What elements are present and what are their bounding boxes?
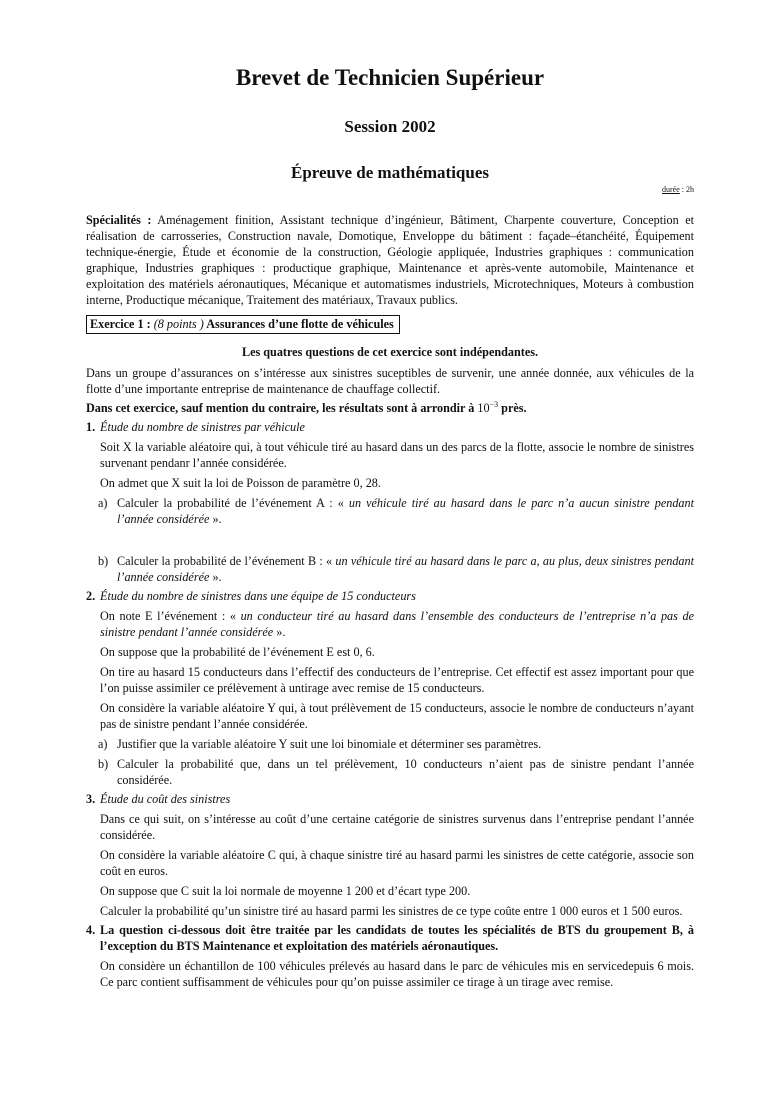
q1-item-a-label: a) (98, 496, 108, 510)
rounding-base: 10 (477, 401, 490, 415)
q1-a-event: un véhicule tiré au hasard dans le parc n’a aucun sinistre pendant l’année considérée (117, 496, 694, 526)
specialites-label: Spécialités : (86, 213, 152, 227)
question-3-title: Étude du coût des sinistres (100, 792, 231, 806)
q1-b-event: un véhicule tiré au hasard dans le parc a, au plus, deux sinistres pendant l’année considérée (117, 554, 694, 584)
q1-b-pre: Calculer la probabilité de l’événement B : « (117, 554, 336, 568)
exercice-intro: Dans un groupe d’assurances on s’intéresse aux sinistres suceptibles de survenir, une année donnée, aux véhicules de la flotte d’une importante entreprise de maintenance de chauffage collectif. (86, 366, 694, 396)
question-4 (86, 922, 694, 954)
q2-paragraph-2: On suppose que la probabilité de l’événement E est 0, 6. (100, 645, 375, 659)
q3-paragraph-1: Dans ce qui suit, on s’intéresse au coût d’une certaine catégorie de sinistres survenus dans l’entreprise pendant l’année considérée. (100, 812, 694, 842)
rounding-post: près. (498, 401, 527, 415)
q1-item-b (86, 553, 694, 585)
q2-item-b-text: Calculer la probabilité que, dans un tel prélèvement, 10 conducteurs n’aient pas de sinistre pendant l’année considérée. (117, 757, 694, 787)
q2-paragraph-3: On tire au hasard 15 conducteurs dans l’effectif des conducteurs de l’entreprise. Cet effectif est assez important pour que l’on puisse assimiler ce prélèvement à untirage avec remise de 15 conducteurs. (100, 665, 694, 695)
q2-p1-pre: On note E l’événement : « (100, 609, 241, 623)
q2-item-b-label: b) (98, 757, 109, 771)
question-1-number: 1. (86, 420, 96, 434)
q2-item-a-text: Justifier que la variable aléatoire Y suit une loi binomiale et déterminer ses paramètres. (117, 737, 542, 751)
q1-a-pre: Calculer la probabilité de l’événement A : « (117, 496, 349, 510)
q1-item-a (86, 495, 694, 527)
q2-paragraph-1 (86, 608, 694, 640)
question-1-title: Étude du nombre de sinistres par véhicule (100, 420, 305, 434)
question-2 (86, 588, 694, 604)
question-3 (86, 791, 694, 807)
question-4-title: La question ci-dessous doit être traitée par les candidats de toutes les spécialités de BTS du groupement B, à l’exception du BTS Maintenance et exploitation des matériels aéronautiques. (100, 923, 694, 953)
question-4-number: 4. (86, 923, 96, 937)
q3-paragraph-2: On considère la variable aléatoire C qui, à chaque sinistre tiré au hasard parmi les sinistres de cette catégorie, associe son coût en euros. (100, 848, 694, 878)
q1-a-post: ». (209, 512, 222, 526)
q2-item-b (86, 756, 694, 788)
independent-note: Les quatres questions de cet exercice sont indépendantes. (241, 345, 539, 359)
q3-paragraph-3: On suppose que C suit la loi normale de moyenne 1 200 et d’écart type 200. (100, 884, 471, 898)
q2-item-a-label: a) (98, 737, 108, 751)
q3-paragraph-4: Calculer la probabilité qu’un sinistre tiré au hasard parmi les sinistres de ce type coûte entre 1 000 euros et 1 500 euros. (100, 904, 683, 918)
duree-label: durée (662, 185, 680, 194)
duree-value: : 2h (679, 185, 694, 194)
epreuve-title: Épreuve de mathématiques (290, 163, 489, 182)
q2-paragraph-4: On considère la variable aléatoire Y qui, à tout prélèvement de 15 conducteurs, associe le nombre de conducteurs n’ayant pas de sinistre pendant l’année considérée. (100, 701, 694, 731)
spacer (86, 527, 694, 549)
q1-item-b-label: b) (98, 554, 109, 568)
specialites-paragraph (86, 212, 694, 308)
question-3-number: 3. (86, 792, 96, 806)
q4-paragraph-1: On considère un échantillon de 100 véhicules prélevés au hasard dans le parc de véhicules mis en servicedepuis 6 mois. Ce parc contient suffisamment de véhicules pour qu’on puisse assimiler ce tirage à un tirage avec remise. (100, 959, 694, 989)
exercice-header-box (86, 315, 400, 334)
rounding-note (86, 400, 694, 416)
duree (86, 185, 694, 195)
question-2-number: 2. (86, 589, 96, 603)
exercice-points: (8 points ) (153, 317, 204, 331)
q2-p1-post: ». (273, 625, 286, 639)
q2-item-a (86, 736, 694, 752)
question-2-title: Étude du nombre de sinistres dans une équipe de 15 conducteurs (100, 589, 416, 603)
document-title: Brevet de Technicien Supérieur (235, 65, 545, 90)
question-1 (86, 419, 694, 435)
exercice-title: Assurances d’une flotte de véhicules (203, 317, 394, 331)
q1-b-post: ». (209, 570, 222, 584)
specialites-text: Aménagement finition, Assistant technique d’ingénieur, Bâtiment, Charpente couverture, Conception et réalisation de carrosseries, Construction navale, Domotique, Enveloppe du bâtiment : façade–étanchéité, Équipement technique-énergie, Étude et économie de la construction, Géologie appliquée, Industries graphiques : communication graphique, Industries graphiques : productique graphique, Maintenance et après-vente automobile, Maintenance et exploitation des matériels aéronautiques, Mécanique et automatismes industriels, Microtechniques, Moteurs à combustion interne, Productique mécanique, Traitement des matériaux, Travaux publics. (86, 213, 694, 307)
session-title: Session 2002 (344, 117, 436, 136)
q2-p1-event: un conducteur tiré au hasard dans l’ensemble des conducteurs de l’entreprise n’a pas de sinistre pendant l’année considérée (100, 609, 694, 639)
rounding-pre: Dans cet exercice, sauf mention du contraire, les résultats sont à arrondir à (86, 401, 478, 415)
rounding-exp: −3 (489, 399, 499, 409)
q1-paragraph-1: Soit X la variable aléatoire qui, à tout véhicule tiré au hasard dans un des parcs de la flotte, associe le nombre de sinistres survenant pendanr l’année considérée. (100, 440, 694, 470)
document-page (86, 0, 694, 990)
q1-paragraph-2: On admet que X suit la loi de Poisson de paramètre 0, 28. (100, 476, 381, 490)
exercice-label: Exercice 1 : (90, 317, 151, 331)
